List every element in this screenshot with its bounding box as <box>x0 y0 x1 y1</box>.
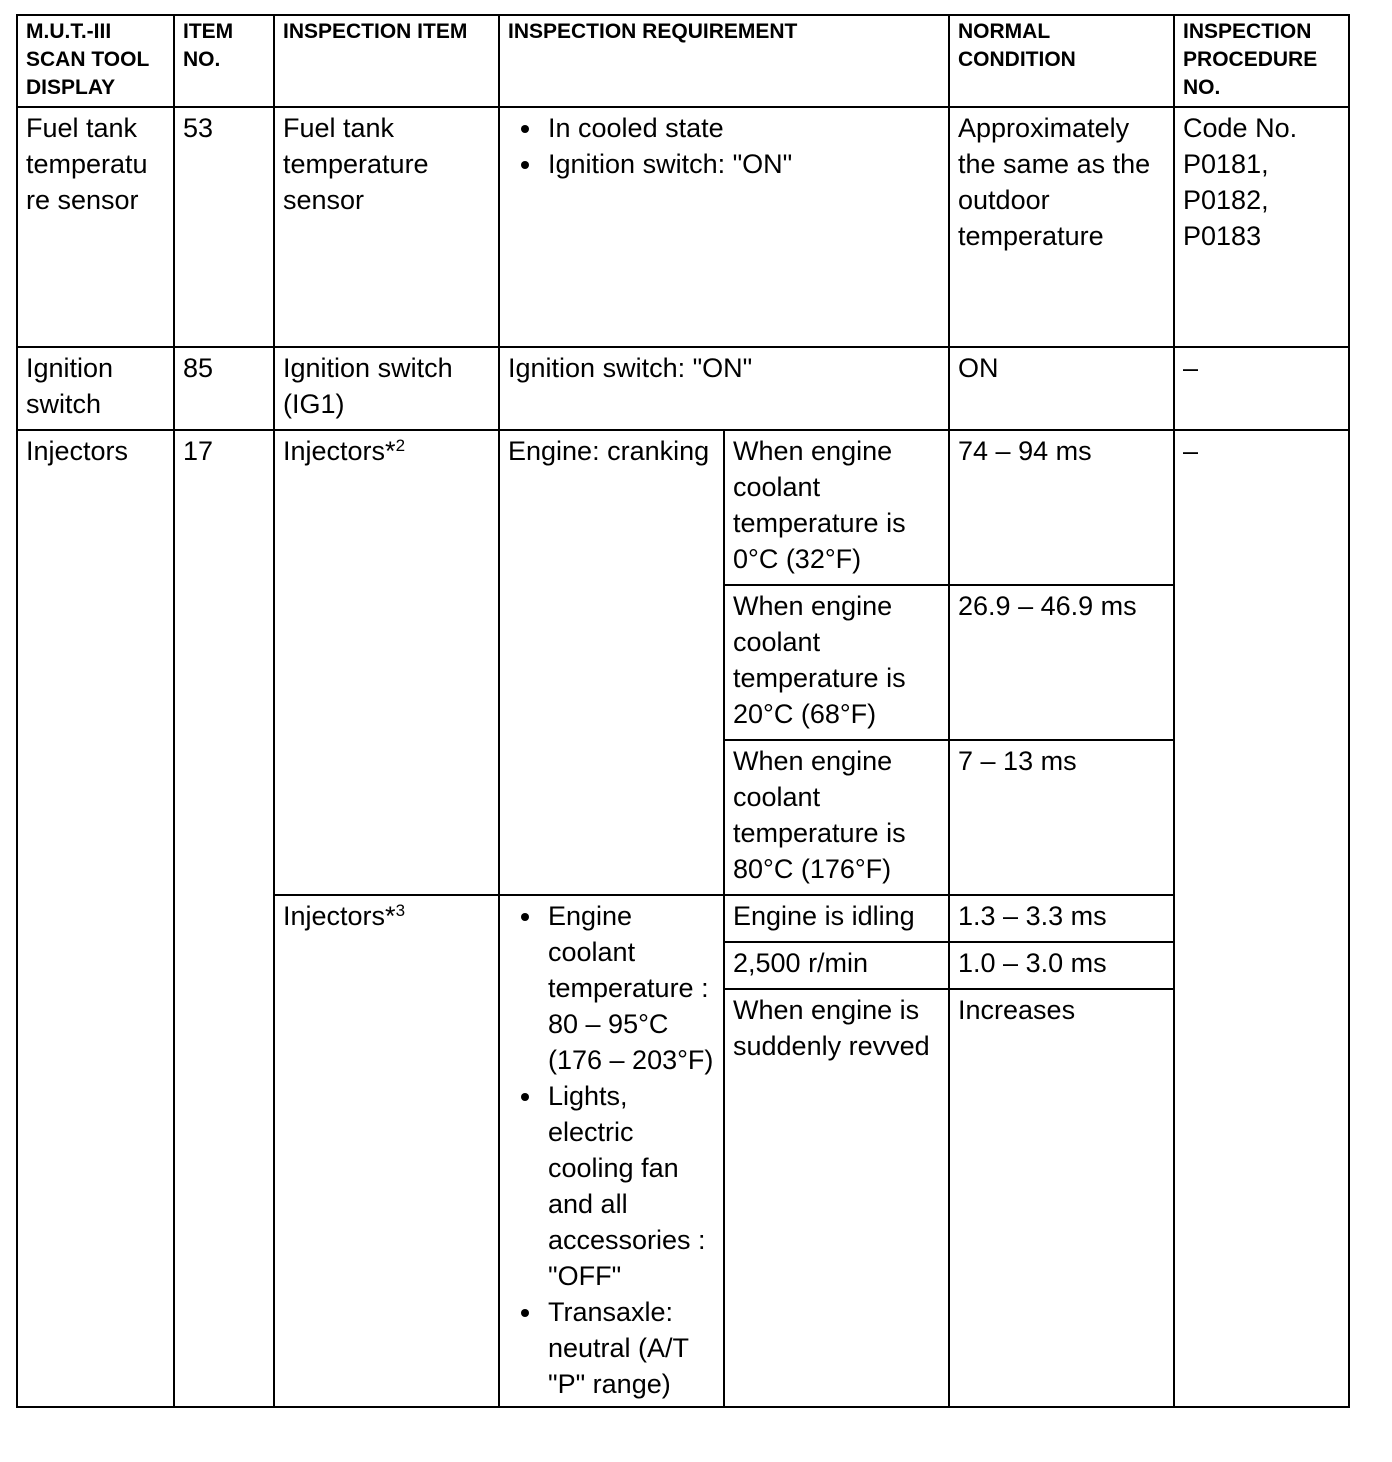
injectors-3-condition-item: Lights, electric cooling fan and all accessories : "OFF" <box>508 1078 715 1294</box>
injectors-3-conditions <box>499 895 724 1407</box>
header-display: M.U.T.-III SCAN TOOL DISPLAY <box>17 15 174 107</box>
row-injectors-1 <box>17 430 1349 585</box>
ignition-item: Ignition switch (IG1) <box>274 347 499 430</box>
header-item-no: ITEM NO. <box>174 15 274 107</box>
inspection-table <box>16 14 1350 1408</box>
ignition-procedure: – <box>1174 347 1349 430</box>
injectors-3-item <box>274 895 499 1407</box>
fuel-tank-display: Fuel tank temperatu re sensor <box>17 107 174 347</box>
injectors-3-condition-list <box>508 898 715 1402</box>
ignition-normal: ON <box>949 347 1174 430</box>
fuel-tank-item: Fuel tank temperature sensor <box>274 107 499 347</box>
injectors-3-item-label: Injectors* <box>283 901 396 931</box>
injectors-3-sub: 2,500 r/min <box>724 942 949 989</box>
fuel-tank-requirement-item: Ignition switch: "ON" <box>508 146 940 182</box>
injectors-3-condition-item: Transaxle: neutral (A/T "P" range) <box>508 1294 715 1402</box>
fuel-tank-item-no: 53 <box>174 107 274 347</box>
ignition-item-no: 85 <box>174 347 274 430</box>
injectors-3-condition-item: Engine coolant temperature : 80 – 95°C (176 – 203°F) <box>508 898 715 1078</box>
injectors-3-normal: 1.3 – 3.3 ms <box>949 895 1174 942</box>
injectors-3-sub: Engine is idling <box>724 895 949 942</box>
fuel-tank-requirement-item: In cooled state <box>508 110 940 146</box>
injectors-2-footnote: 2 <box>395 436 406 455</box>
injectors-2-normal: 74 – 94 ms <box>949 430 1174 585</box>
fuel-tank-requirement <box>499 107 949 347</box>
row-fuel-tank <box>17 107 1349 347</box>
ignition-display: Ignition switch <box>17 347 174 430</box>
injectors-3-normal: 1.0 – 3.0 ms <box>949 942 1174 989</box>
injectors-2-sub: When engine coolant temperature is 20°C (68°F) <box>724 585 949 740</box>
injectors-2-condition: Engine: cranking <box>499 430 724 895</box>
header-requirement: INSPECTION REQUIREMENT <box>499 15 949 107</box>
injectors-3-normal: Increases <box>949 989 1174 1407</box>
injectors-2-item-label: Injectors* <box>283 436 396 466</box>
injectors-3-sub: When engine is suddenly revved <box>724 989 949 1407</box>
fuel-tank-procedure: Code No. P0181, P0182, P0183 <box>1174 107 1349 347</box>
injectors-2-sub: When engine coolant temperature is 0°C (32°F) <box>724 430 949 585</box>
header-normal: NORMAL CONDITION <box>949 15 1174 107</box>
header-item: INSPECTION ITEM <box>274 15 499 107</box>
ignition-requirement: Ignition switch: "ON" <box>499 347 949 430</box>
header-procedure: INSPECTION PROCEDURE NO. <box>1174 15 1349 107</box>
header-row <box>17 15 1349 107</box>
fuel-tank-requirement-list <box>508 110 940 182</box>
fuel-tank-normal: Approximately the same as the outdoor temperature <box>949 107 1174 347</box>
injectors-item-no: 17 <box>174 430 274 1407</box>
injectors-3-footnote: 3 <box>395 901 406 920</box>
injectors-2-sub: When engine coolant temperature is 80°C (176°F) <box>724 740 949 895</box>
injectors-procedure: – <box>1174 430 1349 1407</box>
injectors-display: Injectors <box>17 430 174 1407</box>
row-ignition <box>17 347 1349 430</box>
injectors-2-item <box>274 430 499 895</box>
injectors-2-normal: 26.9 – 46.9 ms <box>949 585 1174 740</box>
injectors-2-normal: 7 – 13 ms <box>949 740 1174 895</box>
